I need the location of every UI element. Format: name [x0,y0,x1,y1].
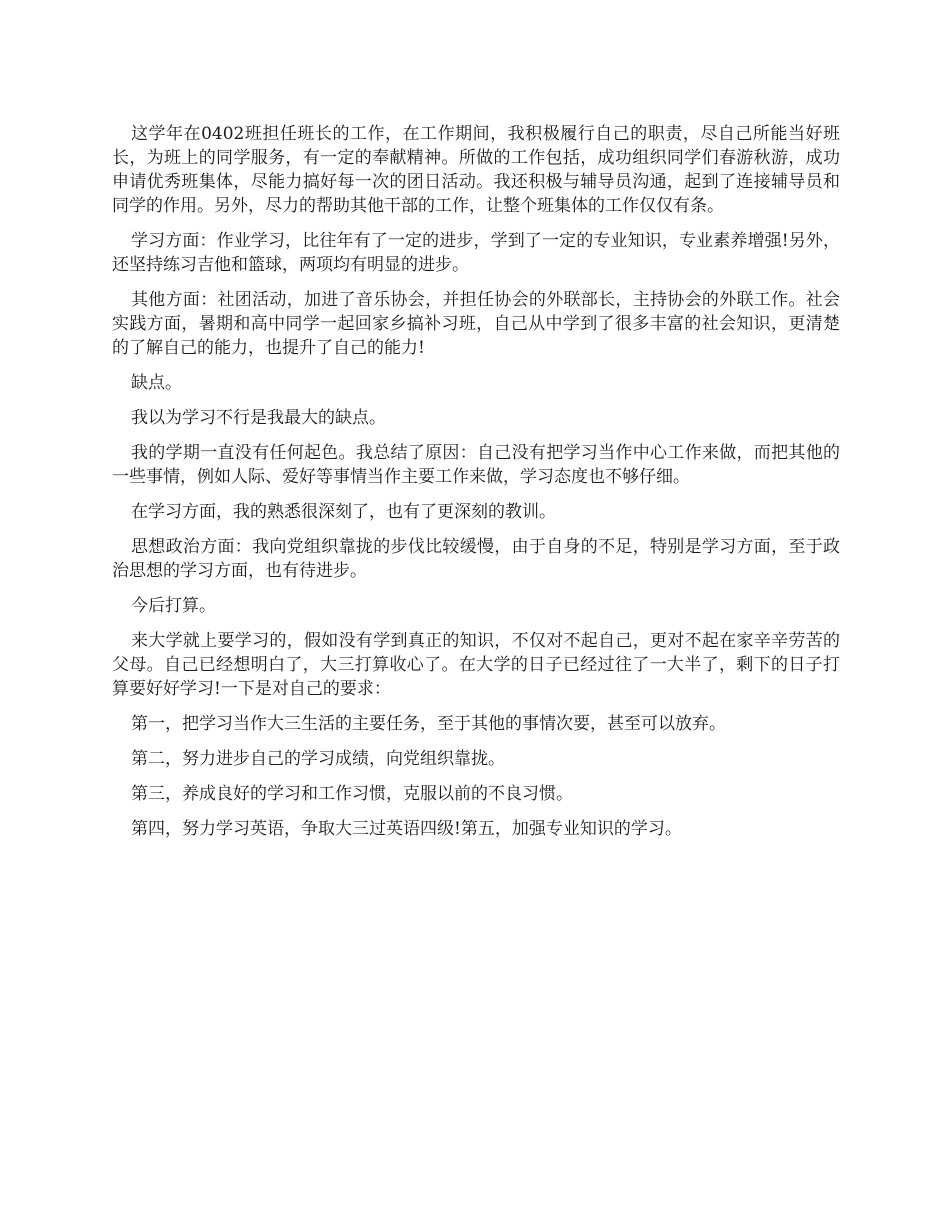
list-item-fourth-fifth: 第四，努力学习英语，争取大三过英语四级!第五，加强专业知识的学习。 [131,819,682,839]
list-item-first: 第一，把学习当作大三生活的主要任务，至于其他的事情次要，甚至可以放弃。 [131,714,726,734]
paragraph-class-monitor-work: 这学年在0402班担任班长的工作，在工作期间，我积极履行自己的职责，尽自己所能当好班长，为班上的同学服务，有一定的奉献精神。所做的工作包括，成功组织同学们春游秋游，成功申请优秀班集体，尽能力搞好每一次的团日活动。我还积极与辅导员沟通，起到了连接辅导员和同学的作用。另外，尽力的帮助其他干部的工作，让整个班集体的工作仅仅有条。 [112,124,840,216]
heading-shortcomings: 缺点。 [131,373,182,393]
list-item-third: 第三，养成良好的学习和工作习惯，克服以前的不良习惯。 [131,784,573,804]
paragraph-university-study: 来大学就上要学习的，假如没有学到真正的知识，不仅对不起自己，更对不起在家辛辛劳苦的父母。自己已经想明白了，大三打算收心了。在大学的日子已经过往了一大半了，剩下的日子打算要好好学习!一下是对自己的要求： [112,631,840,699]
paragraph-political-thought: 思想政治方面：我向党组织靠拢的步伐比较缓慢，由于自身的不足，特别是学习方面，至于政治思想的学习方面，也有待进步。 [112,537,840,581]
paragraph-study-lesson: 在学习方面，我的熟悉很深刻了，也有了更深刻的教训。 [131,502,556,522]
paragraph-study-aspect: 学习方面：作业学习，比往年有了一定的进步，学到了一定的专业知识，专业素养增强!另外，还坚持练习吉他和篮球，两项均有明显的进步。 [112,231,840,275]
paragraph-biggest-shortcoming: 我以为学习不行是我最大的缺点。 [131,408,386,428]
paragraph-no-progress: 我的学期一直没有任何起色。我总结了原因：自己没有把学习当作中心工作来做，而把其他的一些事情，例如人际、爱好等事情当作主要工作来做，学习态度也不够仔细。 [112,443,840,487]
list-item-second: 第二，努力进步自己的学习成绩，向党组织靠拢。 [131,749,505,769]
heading-future-plans: 今后打算。 [131,596,216,616]
document-body [112,122,840,852]
paragraph-other-aspects: 其他方面：社团活动，加进了音乐协会，并担任协会的外联部长，主持协会的外联工作。社会实践方面，暑期和高中同学一起回家乡搞补习班，自己从中学到了很多丰富的社会知识，更清楚的了解自己的能力，也提升了自己的能力! [112,290,840,358]
